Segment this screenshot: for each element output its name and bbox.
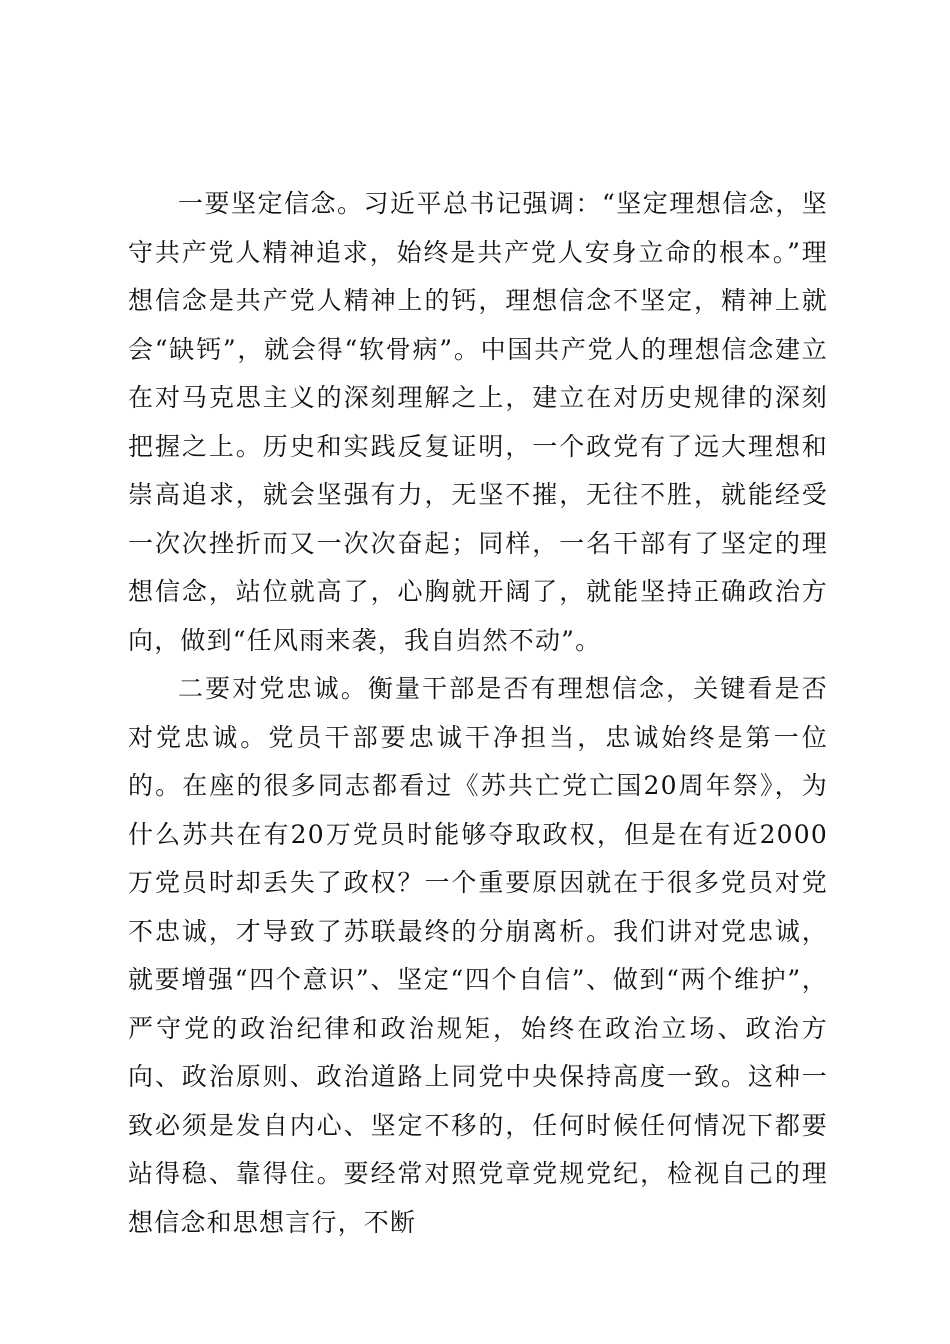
paragraph-firm-belief: 一要坚定信念。习近平总书记强调：“坚定理想信念，坚守共产党人精神追求，始终是共产党人安身立命的根本。”理想信念是共产党人精神上的钙，理想信念不坚定，精神上就会“缺钙”，就会得“软骨病”。中国共产党人的理想信念建立在对马克思主义的深刻理解之上，建立在对历史规律的深刻把握之上。历史和实践反复证明，一个政党有了远大理想和崇高追求，就会坚强有力，无坚不摧，无往不胜，就能经受一次次挫折而又一次次奋起；同样，一名干部有了坚定的理想信念，站位就高了，心胸就开阔了，就能坚持正确政治方向，做到“任风雨来袭，我自岿然不动”。 [128,189,828,655]
paragraph-party-loyalty: 二要对党忠诚。衡量干部是否有理想信念，关键看是否对党忠诚。党员干部要忠诚干净担当，忠诚始终是第一位的。在座的很多同志都看过《苏共亡党亡国20周年祭》，为什么苏共在有20万党员时能够夺取政权，但是在有近2000万党员时却丢失了政权？一个重要原因就在于很多党员对党不忠诚，才导致了苏联最终的分崩离析。我们讲对党忠诚，就要增强“四个意识”、坚定“四个自信”、做到“两个维护”，严守党的政治纪律和政治规矩，始终在政治立场、政治方向、政治原则、政治道路上同党中央保持高度一致。这种一致必须是发自内心、坚定不移的，任何时候任何情况下都要站得稳、靠得住。要经常对照党章党规党纪，检视自己的理想信念和思想言行，不断 [128,674,828,1237]
document-body [128,180,828,1247]
